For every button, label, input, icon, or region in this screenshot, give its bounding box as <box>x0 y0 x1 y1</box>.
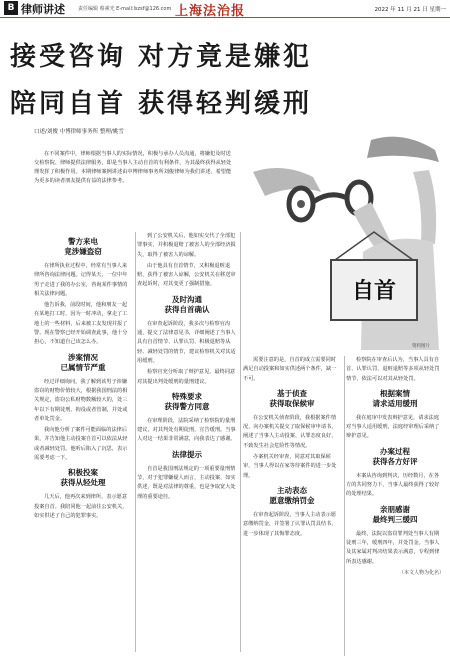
paragraph: 在律所执业过程中，经常有当事人来律所咨询法律问题。记得某天，一位中年男子走进了我的办公室，咨询某件事情的相关法律问题。 <box>34 263 128 297</box>
subheading: 积极投案 获得从轻处理 <box>60 468 106 488</box>
article-column-2 <box>137 232 237 504</box>
paragraph: 需要注意的是，自首的成立需要同时满足自动投案和如实供述两个条件，缺一不可。 <box>243 357 337 382</box>
article-column-1 <box>34 232 132 523</box>
paragraph: 在公安机关侦查阶段，我根据案件情况，向办案机关提交了取保候审申请书，阐述了当事人主动投案、认罪态度良好、不致发生社会危险性等情况。 <box>243 414 337 449</box>
paragraph: 到了公安机关后，他如实交代了全部犯罪事实，并积极退赔了被害人的全部经济损失，取得了被害人的谅解。 <box>137 233 236 258</box>
issue-date: 2022 年 11 月 21 日 星期一 <box>374 7 446 13</box>
handcuffs-surrender-illustration <box>243 132 443 350</box>
paragraph: 本案从咨询到判决，历经数月，在各方的共同努力下，当事人最终获得了较好的处理结果。 <box>346 472 440 498</box>
headline-line-1: 接受咨询 对方竟是嫌犯 <box>10 42 313 72</box>
paragraph: 他告诉我，前段时间，他和朋友一起在某地打工时，因为一时冲动，拿走了工地上的一些材料，后来被工友发现并报了警。现在警察已经开始调查此事，他十分担心，不知道自己该怎么办。 <box>34 302 128 346</box>
article-column-3 <box>243 356 341 541</box>
paragraph: 自首是我国刑法规定的一项重要量刑情节，对于犯罪嫌疑人而言，主动投案、如实供述，既是对法律的尊重，也是争取宽大处理的重要途径。 <box>137 465 236 500</box>
page-code-badge: B <box>4 1 18 15</box>
column-divider <box>344 356 345 656</box>
subheading: 涉案情况 已属情节严重 <box>60 352 106 372</box>
illustration-surrender <box>243 132 443 350</box>
column-divider <box>135 232 136 652</box>
subheading: 特殊要求 获得警方同意 <box>164 391 210 411</box>
article-column-4 <box>346 356 444 578</box>
paragraph: 检察院在审查后认为，当事人具有自首、认罪认罚、退赃退赔等多项从轻处罚情节，依法可以对其从轻处罚。 <box>346 357 440 382</box>
paragraph: 我向他分析了案件可能面临的法律后果，并告知他主动投案自首可以依法从轻或者减轻处罚。他听后陷入了沉思，表示需要考虑一下。 <box>34 427 128 462</box>
subheading: 及时沟通 获得自首确认 <box>164 294 210 314</box>
author-note: （本文人物为化名） <box>398 569 444 576</box>
subheading: 主动表态 愿意缴纳罚金 <box>269 485 315 505</box>
paragraph: 在审查起诉阶段，当事人主动表示愿意缴纳罚金，并签署了认罪认罚具结书，进一步体现了其悔罪态度。 <box>243 511 337 537</box>
subheading: 警方来电 竟涉嫌盗窃 <box>64 237 102 256</box>
paragraph: 由于他具有自首情节，又积极退赃退赔，获得了被害人谅解，公安机关在移送审查起诉时，对其变更了强制措施。 <box>137 262 236 288</box>
paragraph: 最终，法院以盗窃罪判处当事人有期徒刑三年，缓刑四年，并处罚金。当事人及其家属对判决结果表示满意，专程到律所表达感谢。 <box>346 530 440 565</box>
illustration-credit: 资料图片 <box>412 344 430 349</box>
subheading: 法律提示 <box>172 449 202 459</box>
subheading: 根据案情 请求适用缓刑 <box>372 388 418 408</box>
paragraph: 经过详细询问，我了解到该男子涉嫌盗窃的财物价值较大，根据我国刑法的相关规定，盗窃公私财物数额较大的，处三年以下有期徒刑、拘役或者管制，并处或者单处罚金。 <box>34 378 128 422</box>
paragraph: 办案机关经审查，同意对其取保候审，当事人得以在家等待案件的进一步处理。 <box>243 454 337 479</box>
newspaper-masthead: 上海法治报 <box>175 4 246 19</box>
subheading: 基于侦查 获得取保候审 <box>269 388 315 408</box>
editor-info: 责任编辑 蔡素光 E-mail:lszsf@126.com <box>78 6 172 12</box>
headline-line-2: 陪同自首 获得轻判缓刑 <box>10 89 313 119</box>
paragraph: 在审理阶段，法院采纳了检察院的量刑建议，对其判处有期徒刑，宣告缓刑。当事人对这一结果非常满意，向我表达了感谢。 <box>137 417 236 443</box>
sign-text: 自首 <box>351 279 397 304</box>
lead-paragraph: 在不同案件中，律师根据当事人的实际情况，积极与承办人员沟通，将嫌犯及时送交检察院、律师提供法律服务，即是当事人主动自首的有利条件，为其最终获得从轻处理发挥了积极作用。本期律师案例讲述由中博律师事务所刘俊律师为我们讲述，希望能为更多的读者朋友提供有益的法律参考。 <box>34 151 232 184</box>
paragraph: 几天后，他再次来到律所，表示愿意投案自首。我陪同他一起前往公安机关，如实供述了自己的犯罪事实。 <box>34 494 128 519</box>
subheading: 办案过程 获得各方好评 <box>372 446 418 466</box>
subheading: 亲朋感谢 最终判三缓四 <box>372 504 418 524</box>
paragraph: 检察官充分听取了辩护意见，最终同意对其提出判处缓刑的量刑建议。 <box>137 369 236 385</box>
paragraph: 我在庭审中发表辩护意见，请求法庭对当事人适用缓刑，法庭经审理后采纳了辩护意见。 <box>346 414 440 440</box>
byline: 口述/刘俊 中博律师事务所 整理/姚雪 <box>34 129 124 135</box>
paragraph: 在审查起诉阶段，我多次与检察官沟通，提交了法律意见书，详细阐述了当事人具有自首情节、认罪认罚、积极退赔等从轻、减轻处罚的情节，建议检察机关对其适用缓刑。 <box>137 320 236 364</box>
column-name: 律师讲述 <box>21 3 65 16</box>
page-header <box>0 0 450 18</box>
column-divider <box>240 232 241 652</box>
